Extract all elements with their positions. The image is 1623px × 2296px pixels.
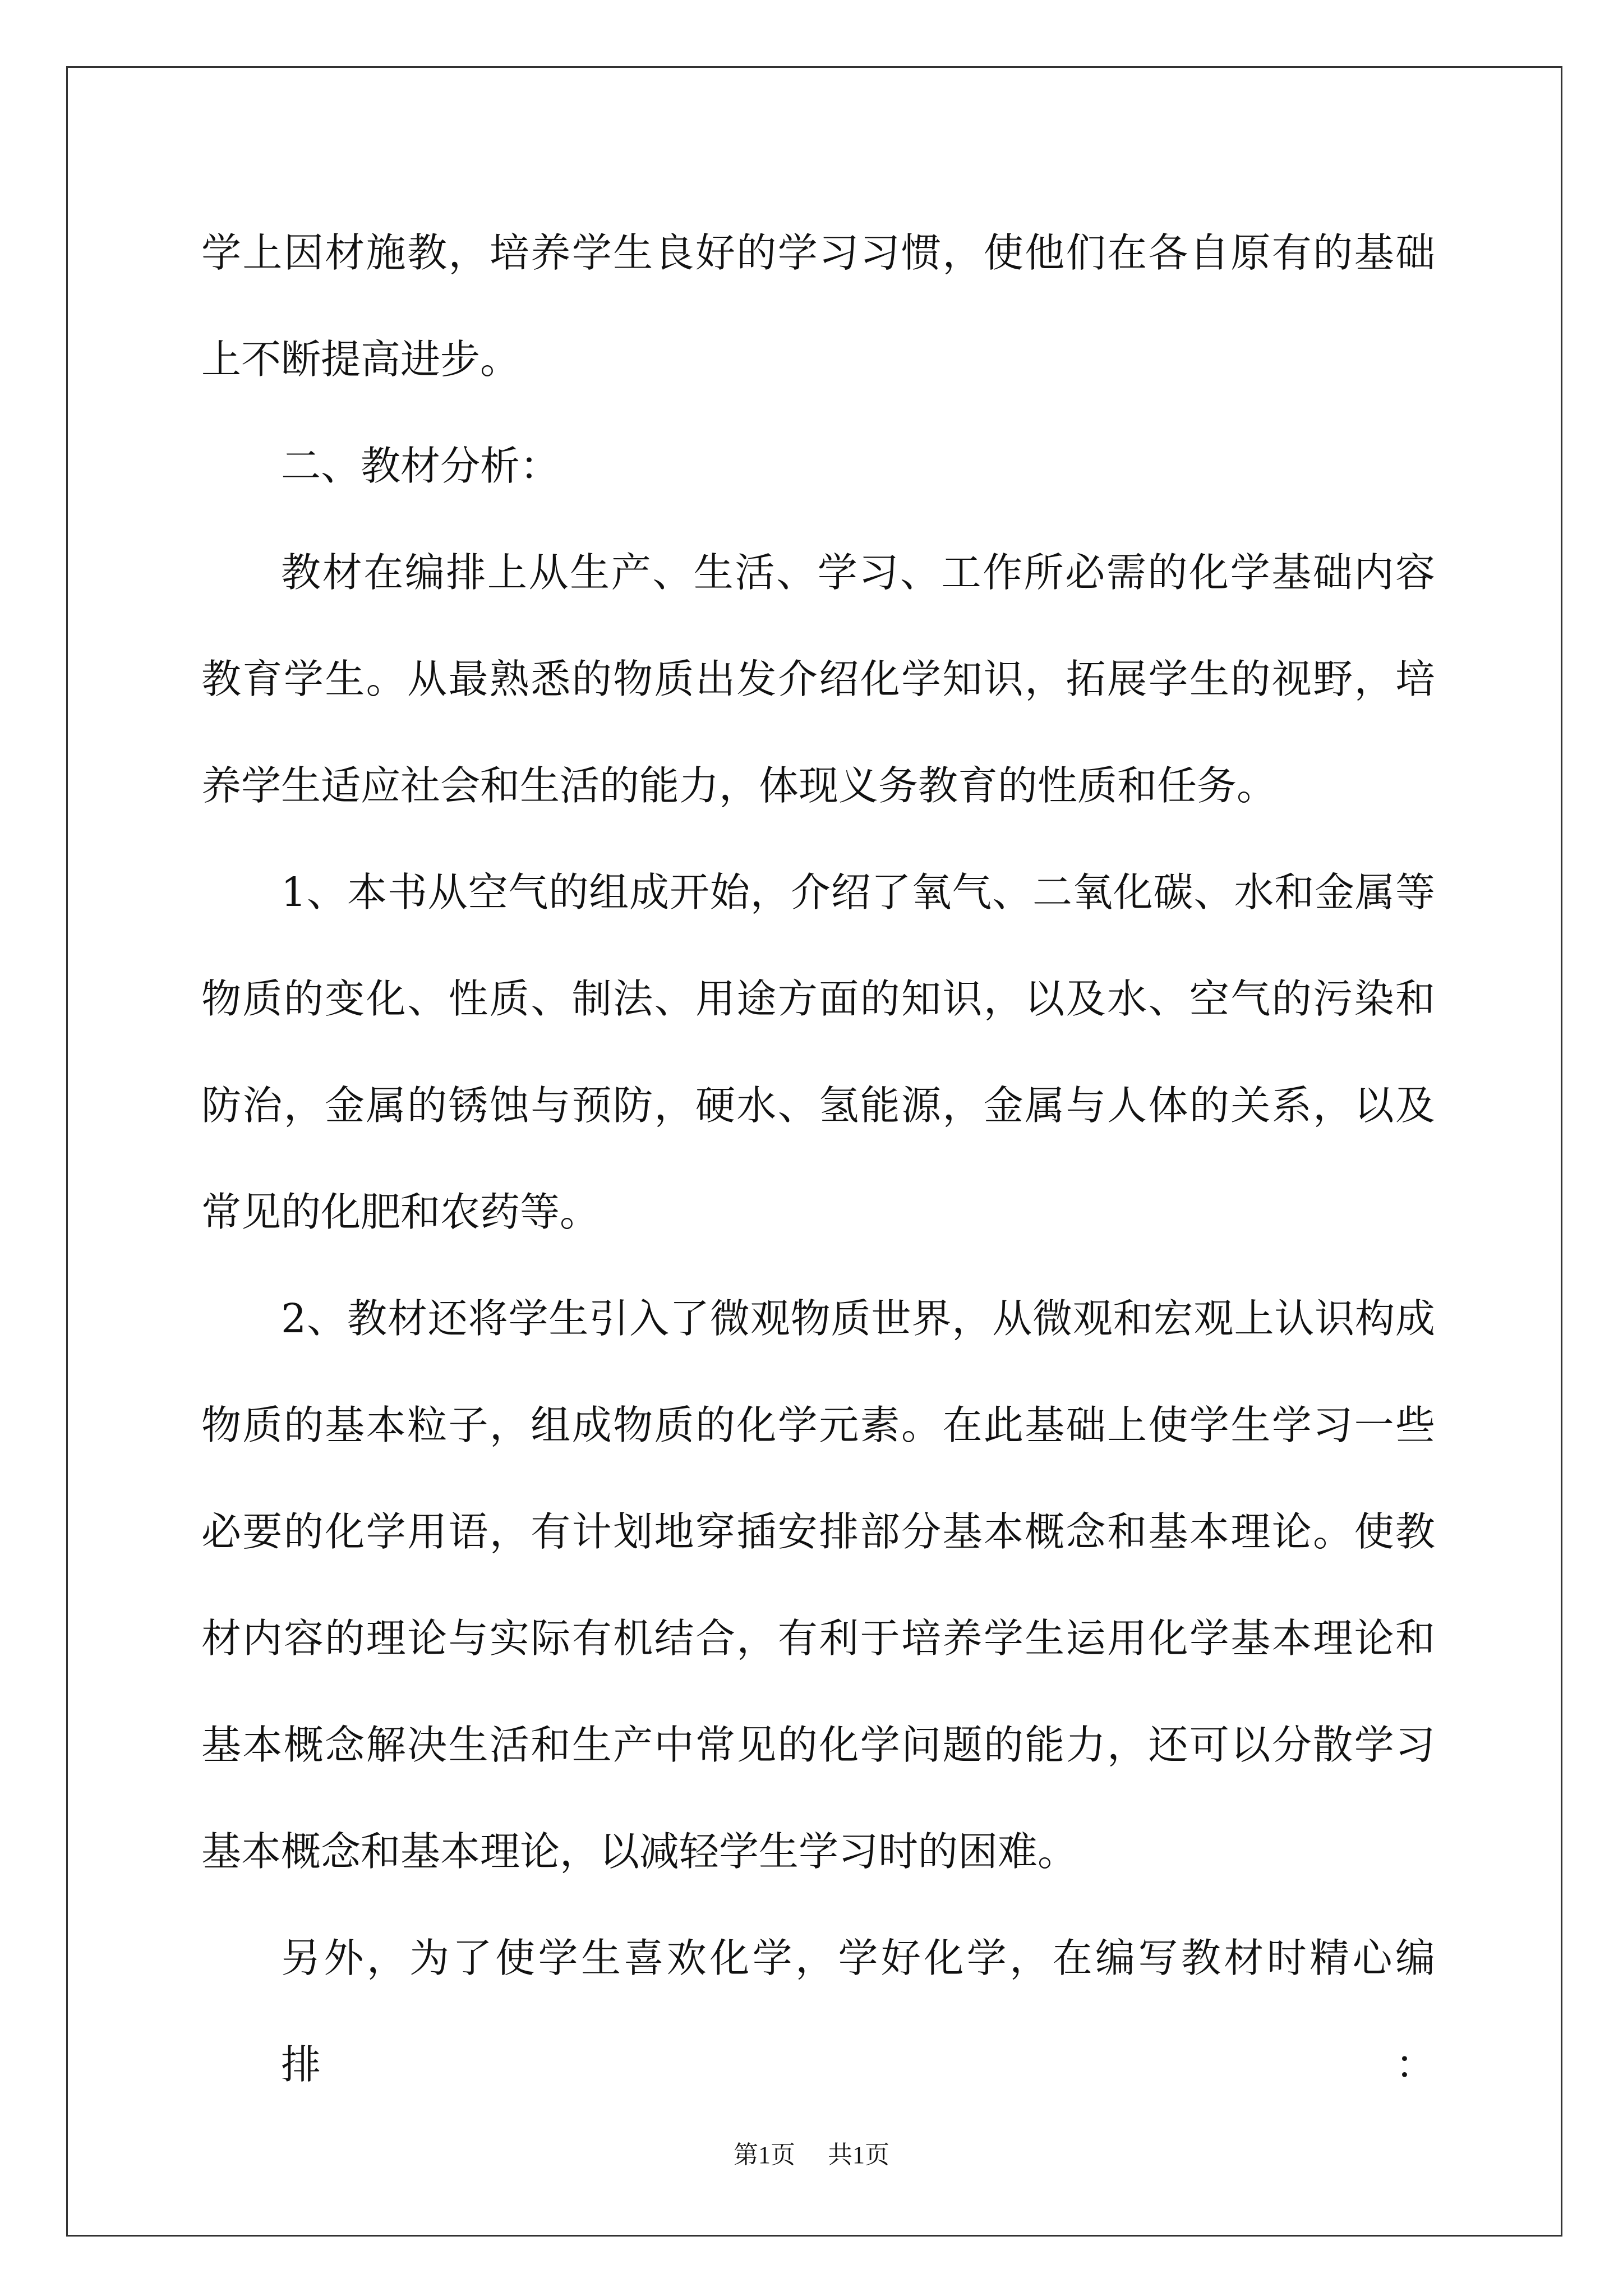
text-line: 必要的化学用语，有计划地穿插安排部分基本概念和基本理论。使教 [201, 1508, 1435, 1555]
heading-text: 二、教材分析： [281, 443, 560, 489]
text-line: 材内容的理论与实际有机结合，有利于培养学生运用化学基本理论和 [201, 1615, 1435, 1662]
paragraph [201, 1266, 1435, 1905]
text-line: 学上因材施教，培养学生良好的学习习惯，使他们在各自原有的基础 [201, 229, 1435, 276]
text-line: 2、教材还将学生引入了微观物质世界，从微观和宏观上认识构成 [281, 1295, 1435, 1342]
section-heading [201, 413, 1435, 519]
text-line: 防治，金属的锈蚀与预防，硬水、氢能源，金属与人体的关系，以及 [201, 1082, 1435, 1129]
page-number-current: 第1页 [734, 2141, 795, 2169]
text-line: 教材在编排上从生产、生活、学习、工作所必需的化学基础内容 [281, 549, 1435, 596]
text-line: 物质的变化、性质、制法、用途方面的知识，以及水、空气的污染和 [201, 976, 1435, 1022]
text-line: 养学生适应社会和生活的能力，体现义务教育的性质和任务。 [201, 762, 1277, 809]
paragraph [201, 200, 1435, 413]
page-footer [0, 2138, 1623, 2172]
text-line: 1、本书从空气的组成开始，介绍了氧气、二氧化碳、水和金属等 [281, 869, 1435, 915]
text-line: 教育学生。从最熟悉的物质出发介绍化学知识，拓展学生的视野，培 [201, 656, 1435, 702]
paragraph [201, 519, 1435, 839]
text-line: 常见的化肥和农药等。 [201, 1189, 600, 1235]
page-number-total: 共1页 [828, 2141, 889, 2169]
text-line: 基本概念和基本理论，以减轻学生学习时的困难。 [201, 1828, 1078, 1875]
text-line: 上不断提高进步。 [201, 336, 520, 383]
text-line: 另外，为了使学生喜欢化学，学好化学，在编写教材时精心编排： [281, 1935, 1435, 2088]
paragraph [201, 1905, 1435, 2088]
paragraph [201, 839, 1435, 1266]
document-body [201, 200, 1435, 2088]
text-line: 物质的基本粒子，组成物质的化学元素。在此基础上使学生学习一些 [201, 1402, 1435, 1448]
text-line: 基本概念解决生活和生产中常见的化学问题的能力，还可以分散学习 [201, 1722, 1435, 1768]
